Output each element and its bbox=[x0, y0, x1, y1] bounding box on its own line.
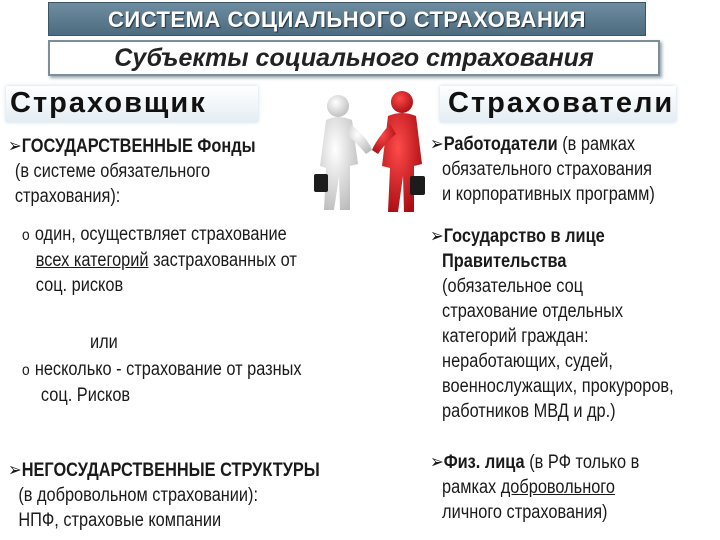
insurer-heading: Страховщик bbox=[6, 86, 258, 122]
individuals-block bbox=[430, 450, 639, 525]
employers-line-1: (в рамках bbox=[557, 134, 636, 155]
multiple-funds-line-1: несколько - страхование от разных bbox=[34, 359, 302, 380]
single-fund-option bbox=[22, 222, 297, 298]
white-person bbox=[314, 95, 372, 210]
government-line-1: (обязательное соц bbox=[442, 276, 584, 297]
all-categories-underlined: всех категорий bbox=[35, 250, 149, 271]
circle-bullet-icon: o bbox=[22, 227, 30, 244]
handshake-figure bbox=[312, 84, 432, 224]
policyholders-heading: Страхователи bbox=[440, 86, 676, 122]
individuals-line-2-pre: рамках bbox=[442, 477, 501, 498]
single-fund-line-1: один, осуществляет страхование bbox=[34, 224, 287, 245]
voluntary-underlined: добровольного bbox=[500, 477, 615, 498]
government-title-1: Государство в лице bbox=[443, 226, 605, 247]
non-state-block bbox=[8, 458, 320, 533]
multiple-funds-option bbox=[22, 357, 302, 408]
government-line-6: работников МВД и др.) bbox=[442, 401, 616, 422]
state-funds-note-2: страхования): bbox=[14, 186, 121, 207]
individuals-title: Физ. лица bbox=[443, 452, 525, 473]
non-state-line-2: НПФ, страховые компании bbox=[18, 510, 222, 531]
employers-block bbox=[430, 132, 655, 207]
employers-title: Работодатели bbox=[443, 134, 558, 155]
government-block bbox=[430, 224, 674, 424]
single-fund-line-3: соц. рисков bbox=[35, 275, 124, 296]
arrow-bullet-icon: ➢ bbox=[8, 136, 22, 157]
arrow-bullet-icon: ➢ bbox=[8, 460, 22, 481]
state-funds-block bbox=[8, 134, 256, 209]
government-title-2: Правительства bbox=[442, 251, 567, 272]
individuals-line-3: личного страхования) bbox=[442, 502, 608, 523]
red-person bbox=[372, 91, 425, 212]
government-line-2: страхование отдельных bbox=[442, 301, 624, 322]
single-fund-line-2: застрахованных от bbox=[148, 250, 297, 271]
government-line-3: категорий граждан: bbox=[442, 326, 589, 347]
employers-line-3: и корпоративных программ) bbox=[442, 184, 655, 205]
arrow-bullet-icon: ➢ bbox=[430, 452, 444, 473]
slide-subtitle: Субъекты социального страхования bbox=[48, 40, 660, 76]
non-state-title: НЕГОСУДАРСТВЕННЫЕ СТРУКТУРЫ bbox=[21, 460, 320, 481]
multiple-funds-line-2: соц. Рисков bbox=[40, 385, 131, 406]
employers-line-2: обязательного страхования bbox=[442, 159, 652, 180]
circle-bullet-icon: o bbox=[22, 362, 30, 379]
government-line-5: военнослужащих, прокуроров, bbox=[442, 376, 674, 397]
government-line-4: неработающих, судей, bbox=[442, 351, 613, 372]
individuals-line-1: (в РФ только в bbox=[524, 452, 640, 473]
handshake-icon bbox=[312, 84, 432, 224]
non-state-line-1: (в добровольном страховании): bbox=[18, 485, 259, 506]
state-funds-note-1: (в системе обязательного bbox=[14, 161, 211, 182]
state-funds-title: ГОСУДАРСТВЕННЫЕ Фонды bbox=[21, 136, 256, 157]
slide-title: СИСТЕМА СОЦИАЛЬНОГО СТРАХОВАНИЯ bbox=[48, 2, 646, 36]
or-separator: или bbox=[90, 332, 118, 353]
arrow-bullet-icon: ➢ bbox=[430, 226, 444, 247]
arrow-bullet-icon: ➢ bbox=[430, 134, 444, 155]
